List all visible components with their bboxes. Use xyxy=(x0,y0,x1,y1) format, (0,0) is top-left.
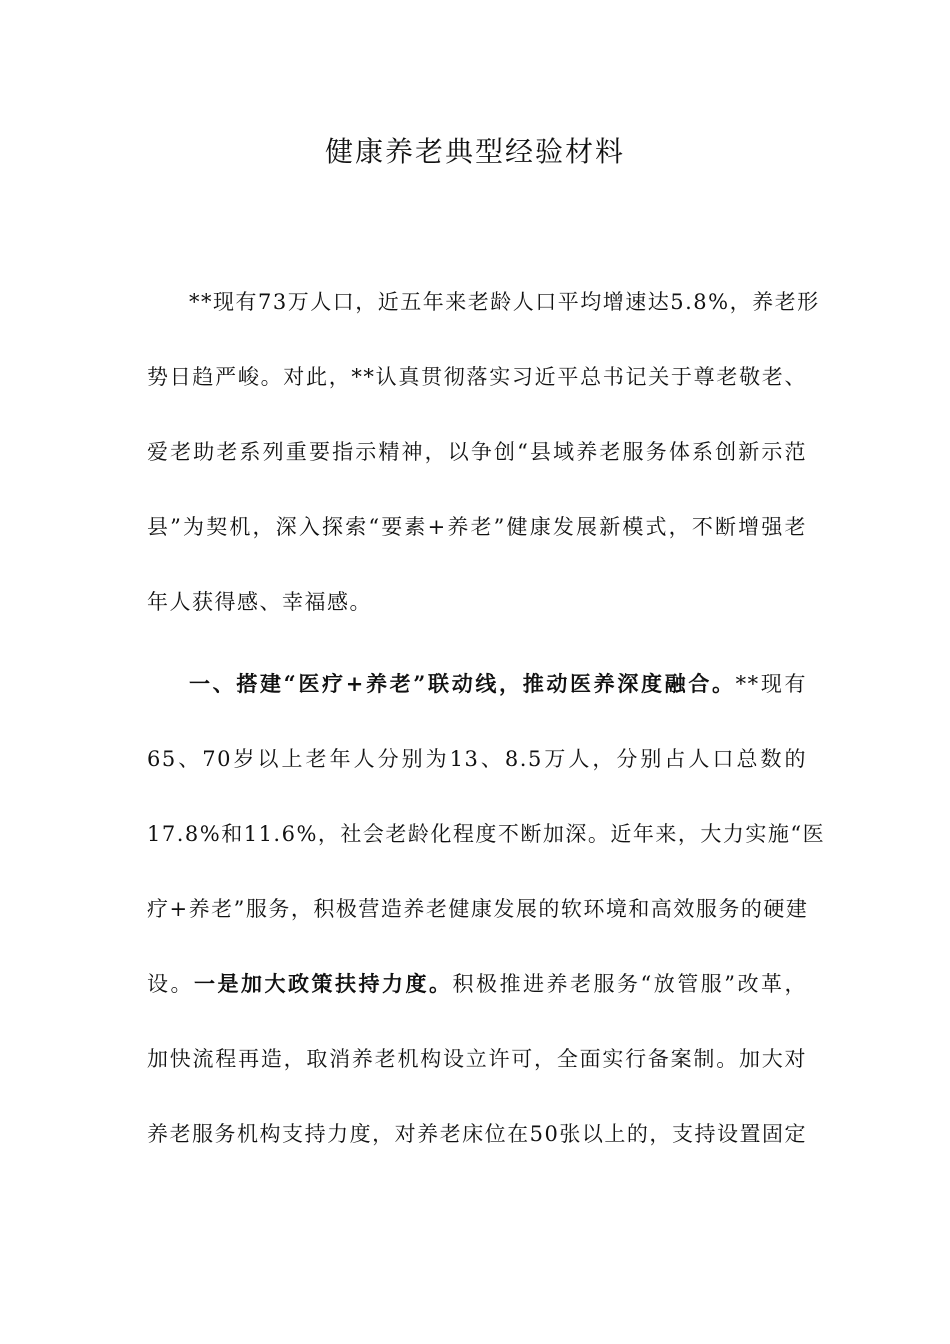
paragraph-line: 县”为契机，深入探索“要素+养老”健康发展新模式，不断增强老 xyxy=(147,515,807,539)
document-title: 健康养老典型经验材料 xyxy=(324,135,625,168)
subheading: 一是加大政策扶持力度。 xyxy=(194,971,453,996)
paragraph-line: 17.8%和11.6%，社会老龄化程度不断加深。近年来，大力实施“医 xyxy=(147,822,826,846)
paragraph-line: 势日趋严峻。对此，**认真贯彻落实习近平总书记关于尊老敬老、 xyxy=(147,365,807,389)
paragraph-line: 爱老助老系列重要指示精神，以争创“县域养老服务体系创新示范 xyxy=(147,440,807,464)
section-heading: 一、搭建“医疗+养老”联动线，推动医养深度融合。 xyxy=(189,671,736,696)
paragraph-line: 65、70岁以上老年人分别为13、8.5万人，分别占人口总数的 xyxy=(147,747,807,771)
paragraph-text: **现有 xyxy=(735,672,807,696)
paragraph-line: 加快流程再造，取消养老机构设立许可，全面实行备案制。加大对 xyxy=(147,1047,807,1071)
paragraph-line: **现有73万人口，近五年来老龄人口平均增速达5.8%，养老形 xyxy=(189,290,820,314)
paragraph-line: 年人获得感、幸福感。 xyxy=(147,590,372,614)
paragraph-line-with-subheading xyxy=(147,969,807,999)
paragraph-line: 养老服务机构支持力度，对养老床位在50张以上的，支持设置固定 xyxy=(147,1122,807,1146)
paragraph-text: 设。 xyxy=(147,972,195,996)
paragraph-text: 积极推进养老服务“放管服”改革， xyxy=(452,972,808,996)
paragraph-line-with-heading xyxy=(189,669,807,699)
paragraph-line: 疗+养老”服务，积极营造养老健康发展的软环境和高效服务的硬建 xyxy=(147,897,809,921)
